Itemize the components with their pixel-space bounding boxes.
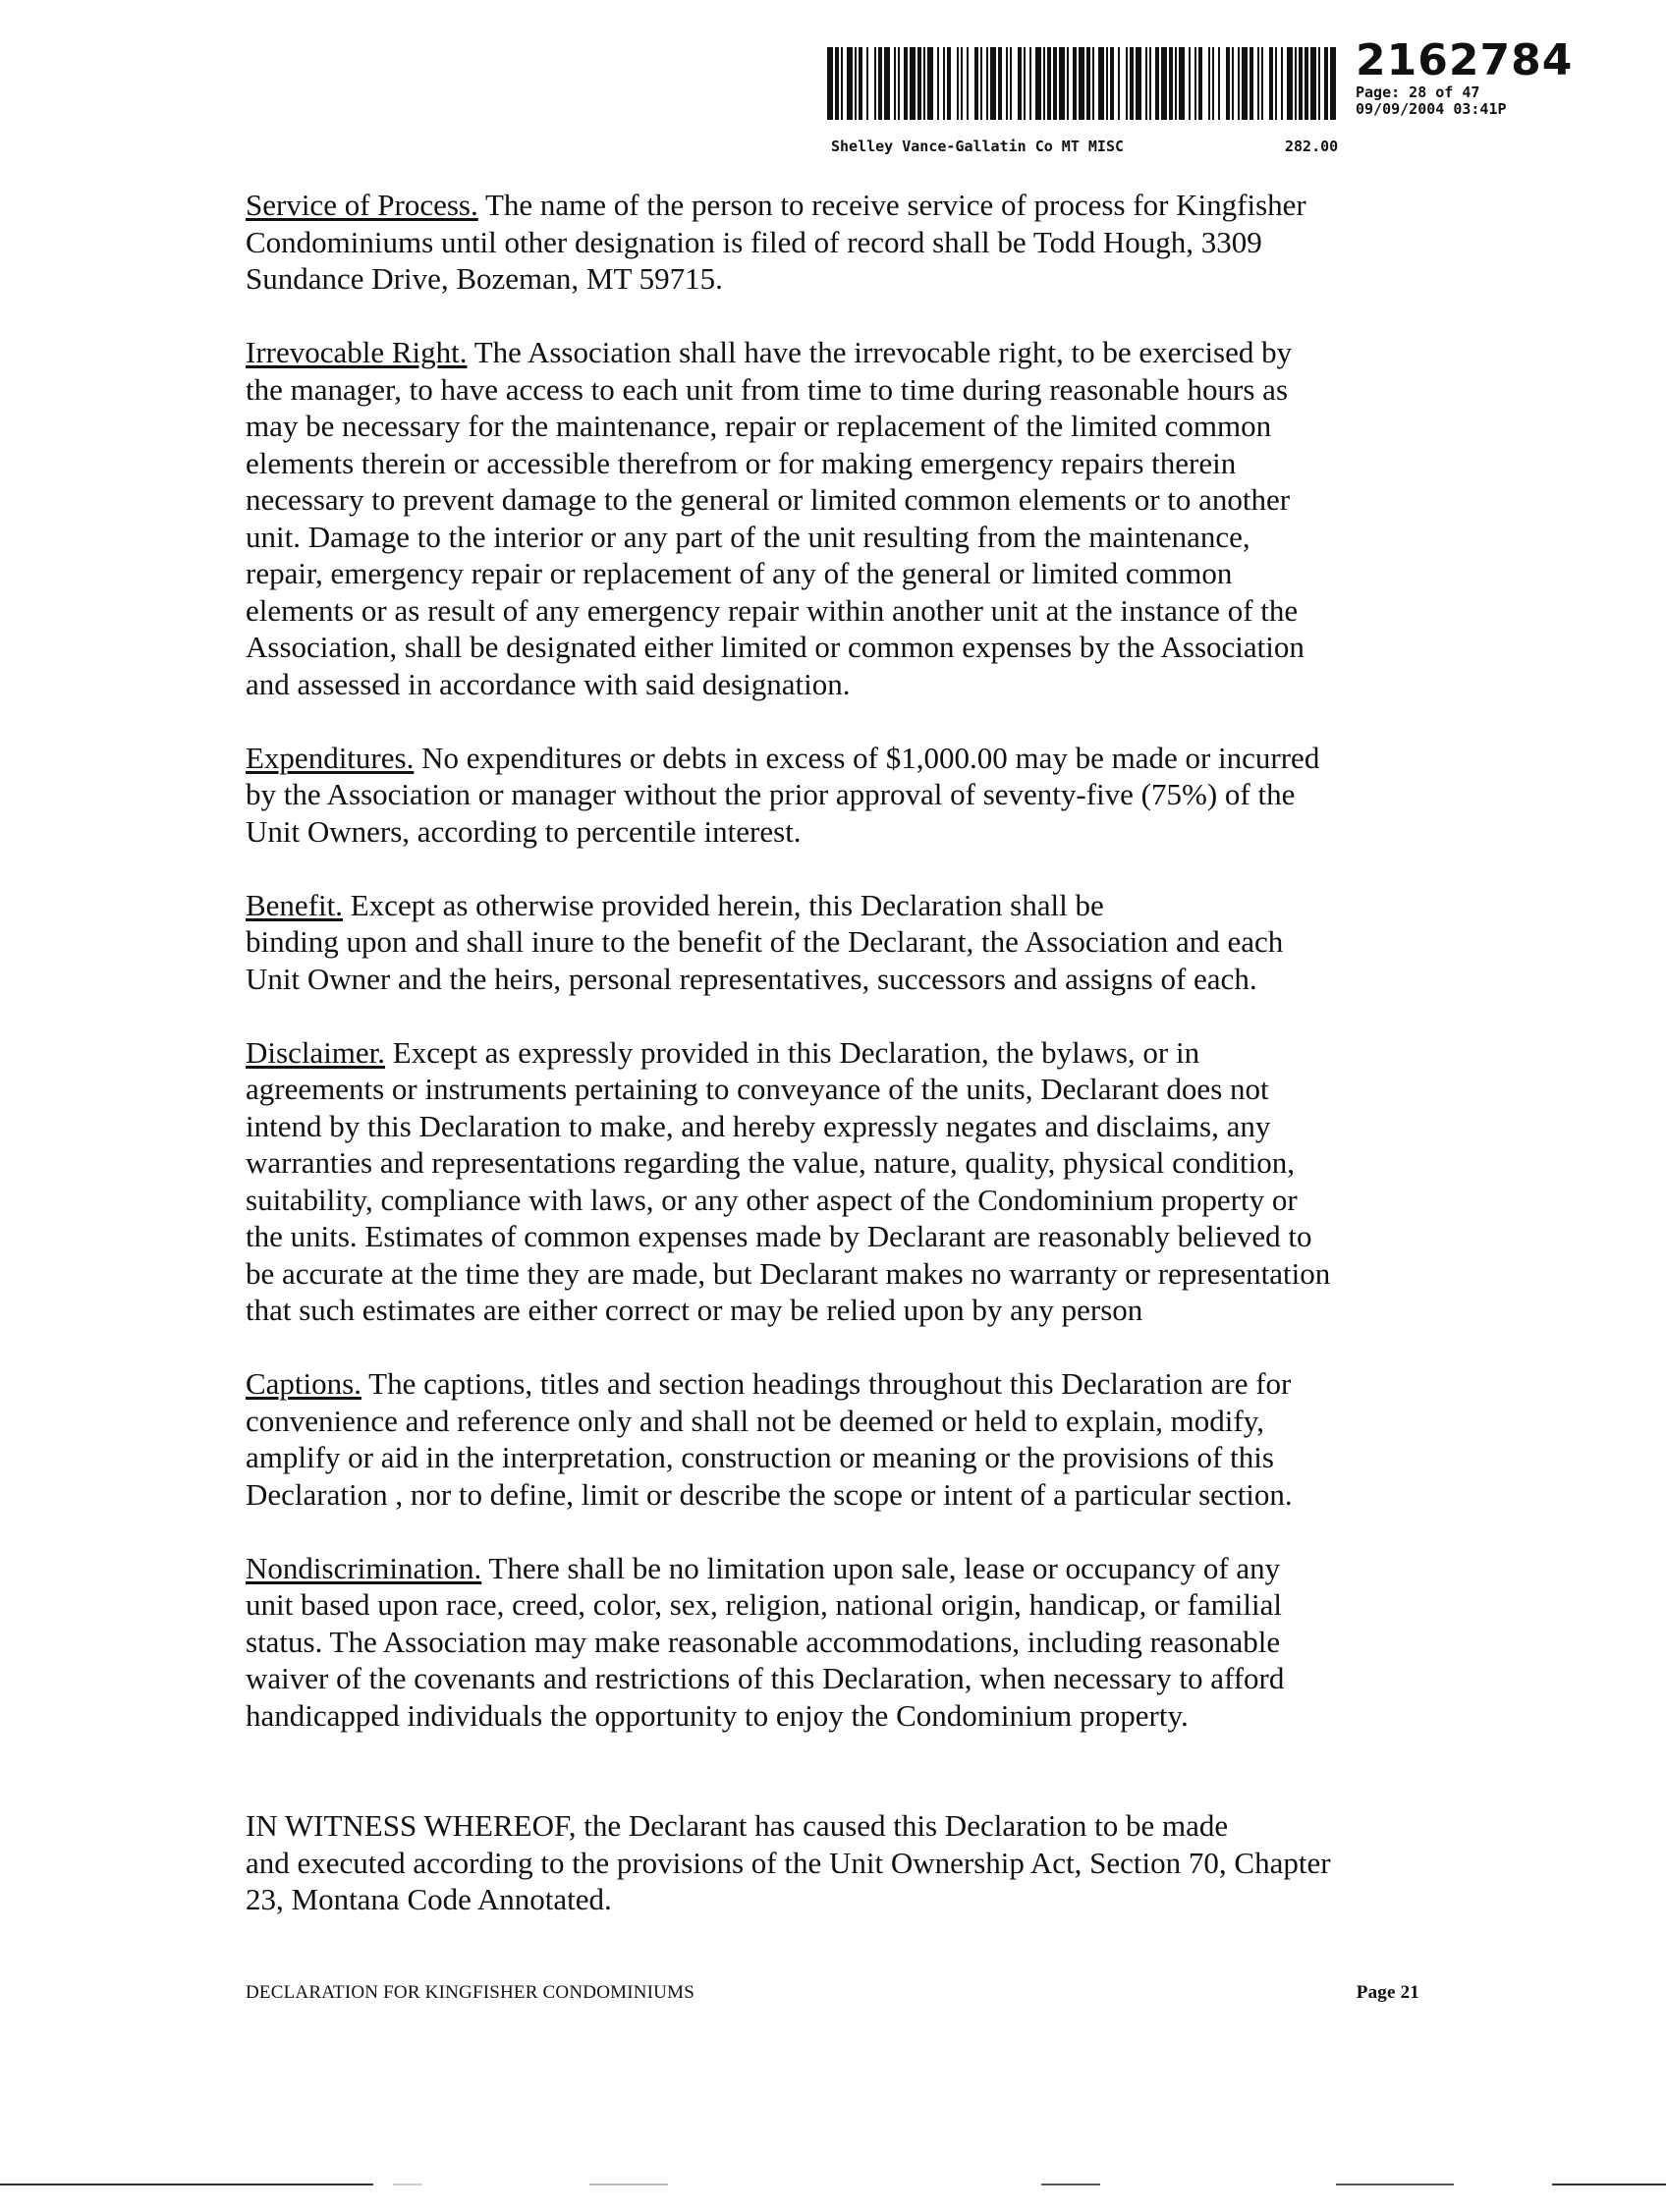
section-heading: Benefit. xyxy=(246,887,343,922)
witness-clause: IN WITNESS WHEREOF, the Declarant has caused this Declaration to be made and executed according to the provisions of the Unit Ownership Act, Section 70, Chapter 23, Montana Code Annotated. xyxy=(246,1808,1331,1916)
recorder-line xyxy=(831,138,1420,155)
barcode xyxy=(827,47,1338,120)
section-heading: Expenditures. xyxy=(246,740,415,775)
section-body: The name of the person to receive service of process for Kingfisher Condominiums until other designation is filed of record shall be Todd Hough, 3309 Sundance Drive, Bozeman, MT 59715. xyxy=(246,188,1306,296)
section-paragraph xyxy=(246,887,1444,998)
section-paragraph xyxy=(246,334,1444,702)
section-heading: Nondiscrimination. xyxy=(246,1550,482,1585)
section-body: The captions, titles and section headings throughout this Declaration are for convenience and reference only and shall not be deemed or held to explain, modify, amplify or aid in the interpretation, construction or meaning or the provisions of this Declaration , nor to define, limit or describe the scope or intent of a particular section. xyxy=(246,1366,1293,1512)
recording-fee: 282.00 xyxy=(1285,138,1339,155)
recorded-timestamp: 09/09/2004 03:41P xyxy=(1356,100,1507,118)
section-body: No expenditures or debts in excess of $1,000.00 may be made or incurred by the Association or manager without the prior approval of seventy-five (75%) of the Unit Owners, according to percentile interest. xyxy=(246,740,1320,849)
section-paragraph xyxy=(246,1365,1444,1513)
page-info xyxy=(1356,84,1507,118)
section-heading: Irrevocable Right. xyxy=(246,335,468,369)
section-paragraph xyxy=(246,187,1444,298)
section-heading: Captions. xyxy=(246,1366,361,1401)
scan-edge-marks xyxy=(0,2181,1666,2188)
section-heading: Disclaimer. xyxy=(246,1034,386,1070)
section-body: Except as otherwise provided herein, this Declaration shall be binding upon and shall inure to the benefit of the Declarant, the Association and each Unit Owner and the heirs, personal representatives, successors and assigns of each. xyxy=(246,887,1284,996)
recording-stamp xyxy=(827,35,1574,161)
section-paragraph xyxy=(246,1550,1444,1735)
section-body: There shall be no limitation upon sale, lease or occupancy of any unit based upon race, creed, color, sex, religion, national origin, handicap, or familial status. The Association may make reasonable accommodations, including reasonable waiver of the covenants and restrictions of this Declaration, when necessary to afford handicapped individuals the opportunity to enjoy the Condominium property. xyxy=(246,1550,1285,1733)
recorder-name: Shelley Vance-Gallatin Co MT MISC xyxy=(831,138,1125,155)
section-paragraph xyxy=(246,740,1444,851)
section-body: Except as expressly provided in this Declaration, the bylaws, or in agreements or instruments pertaining to conveyance of the units, Declarant does not intend by this Declaration to make, and hereby expressly negates and disclaims, any warranties and representations regarding the value, nature, quality, physical condition, suitability, compliance with laws, or any other aspect of the Condominium property or the units. Estimates of common expenses made by Declarant are reasonably believed to be accurate at the time they are made, but Declarant makes no warranty or representation that such estimates are either correct or may be relied upon by any person xyxy=(246,1034,1331,1327)
section-heading: Service of Process. xyxy=(246,188,478,222)
footer-page-number: Page 21 xyxy=(1356,1982,1419,2003)
section-paragraph xyxy=(246,1034,1444,1329)
page-count: Page: 28 of 47 xyxy=(1356,83,1480,101)
section-body: The Association shall have the irrevocable right, to be exercised by the manager, to have access to each unit from time to time during reasonable hours as may be necessary for the maintenance, repair or replacement of the limited common elements therein or accessible therefrom or for making emergency repairs therein necessary to prevent damage to the general or limited common elements or to another unit. Damage to the interior or any part of the unit resulting from the maintenance, repair, emergency repair or replacement of any of the general or limited common elements or as result of any emergency repair within another unit at the instance of the Association, shall be designated either limited or common expenses by the Association and assessed in accordance with said designation. xyxy=(246,335,1305,701)
footer-title: DECLARATION FOR KINGFISHER CONDOMINIUMS xyxy=(246,1982,694,2003)
document-number: 2162784 xyxy=(1356,35,1574,85)
document-body xyxy=(246,187,1444,1955)
